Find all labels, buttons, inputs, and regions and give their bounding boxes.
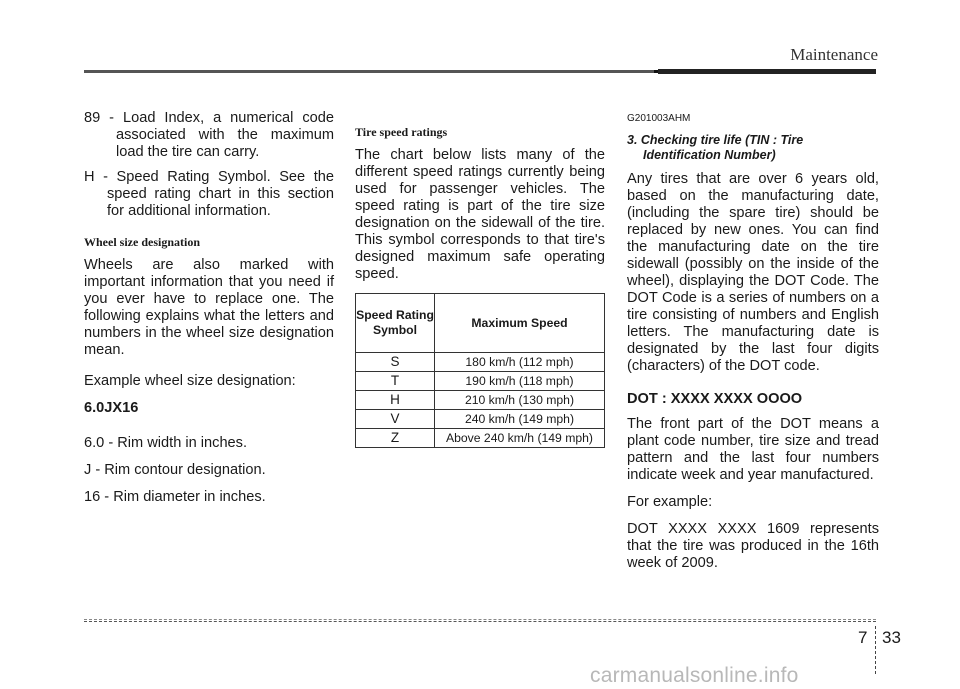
list-item-load-index: 89 - Load Index, a numerical code associated with the maximum load the tire can carry. xyxy=(84,110,334,160)
table-header-row xyxy=(356,294,605,353)
column-middle xyxy=(355,110,605,448)
table-row xyxy=(356,372,605,391)
table-cell-speed: Above 240 km/h (149 mph) xyxy=(435,429,605,448)
table-cell-symbol: V xyxy=(356,410,435,429)
example-label: For example: xyxy=(627,494,713,510)
table-row xyxy=(356,410,605,429)
wheel-size-paragraph: Wheels are also marked with important information that you need if you ever have to replace one. The following explains what the letters and numbers in the wheel size designation mean. xyxy=(84,257,334,358)
section-code: G201003AHM xyxy=(627,113,691,124)
chapter-number: 7 xyxy=(858,628,868,647)
wheel-size-heading: Wheel size designation xyxy=(84,235,200,249)
table-cell-speed: 180 km/h (112 mph) xyxy=(435,353,605,372)
footer-separator xyxy=(875,626,877,674)
dot-code-heading: DOT : XXXX XXXX OOOO xyxy=(627,391,803,407)
definition-rim-contour: J - Rim contour designation. xyxy=(84,462,266,478)
example-value: 6.0JX16 xyxy=(84,400,139,416)
watermark: carmanualsonline.info xyxy=(590,664,799,687)
table-cell-speed: 240 km/h (149 mph) xyxy=(435,410,605,429)
page-number: 33 xyxy=(882,628,901,647)
header-rule xyxy=(84,70,876,73)
table-header-symbol: Speed Rating Symbol xyxy=(356,294,435,353)
speed-rating-table xyxy=(355,293,605,448)
table-cell-speed: 190 km/h (118 mph) xyxy=(435,372,605,391)
column-right xyxy=(627,110,879,582)
dot-explanation-paragraph: The front part of the DOT means a plant code number, tire size and tread pattern and the last four numbers indicate week and year manufactured. xyxy=(627,416,879,483)
table-cell-speed: 210 km/h (130 mph) xyxy=(435,391,605,410)
table-cell-symbol: Z xyxy=(356,429,435,448)
table-header-speed: Maximum Speed xyxy=(435,294,605,353)
table-cell-symbol: H xyxy=(356,391,435,410)
table-row xyxy=(356,429,605,448)
dot-example-paragraph: DOT XXXX XXXX 1609 represents that the tire was produced in the 16th week of 2009. xyxy=(627,521,879,571)
table-row xyxy=(356,391,605,410)
table-cell-symbol: T xyxy=(356,372,435,391)
header-title: Maintenance xyxy=(790,45,878,64)
table-row xyxy=(356,353,605,372)
speed-ratings-heading: Tire speed ratings xyxy=(355,125,448,139)
table-cell-symbol: S xyxy=(356,353,435,372)
column-left xyxy=(84,110,334,516)
list-item-speed-symbol: H - Speed Rating Symbol. See the speed rating chart in this section for additional information. xyxy=(84,169,334,219)
tire-life-paragraph: Any tires that are over 6 years old, based on the manufacturing date, (including the spare tire) should be replaced by new ones. You can find the manufacturing date on the tire sidewall (possibly on the inside of the wheel), displaying the DOT Code. The DOT Code is a series of numbers on a tire consisting of numbers and English letters. The manufacturing date is designated by the last four digits (characters) of the DOT code. xyxy=(627,171,879,374)
definition-rim-diameter: 16 - Rim diameter in inches. xyxy=(84,489,266,505)
example-label: Example wheel size designation: xyxy=(84,373,296,389)
definition-rim-width: 6.0 - Rim width in inches. xyxy=(84,435,248,451)
speed-ratings-paragraph: The chart below lists many of the different speed ratings currently being used for passenger vehicles. The speed rating is part of the tire size designation on the sidewall of the tire. This symbol corresponds to that tire's designed maximum safe operating speed. xyxy=(355,147,605,282)
footer-rule xyxy=(84,621,876,623)
tire-life-heading: 3. Checking tire life (TIN : Tire Identification Number) xyxy=(627,133,804,162)
